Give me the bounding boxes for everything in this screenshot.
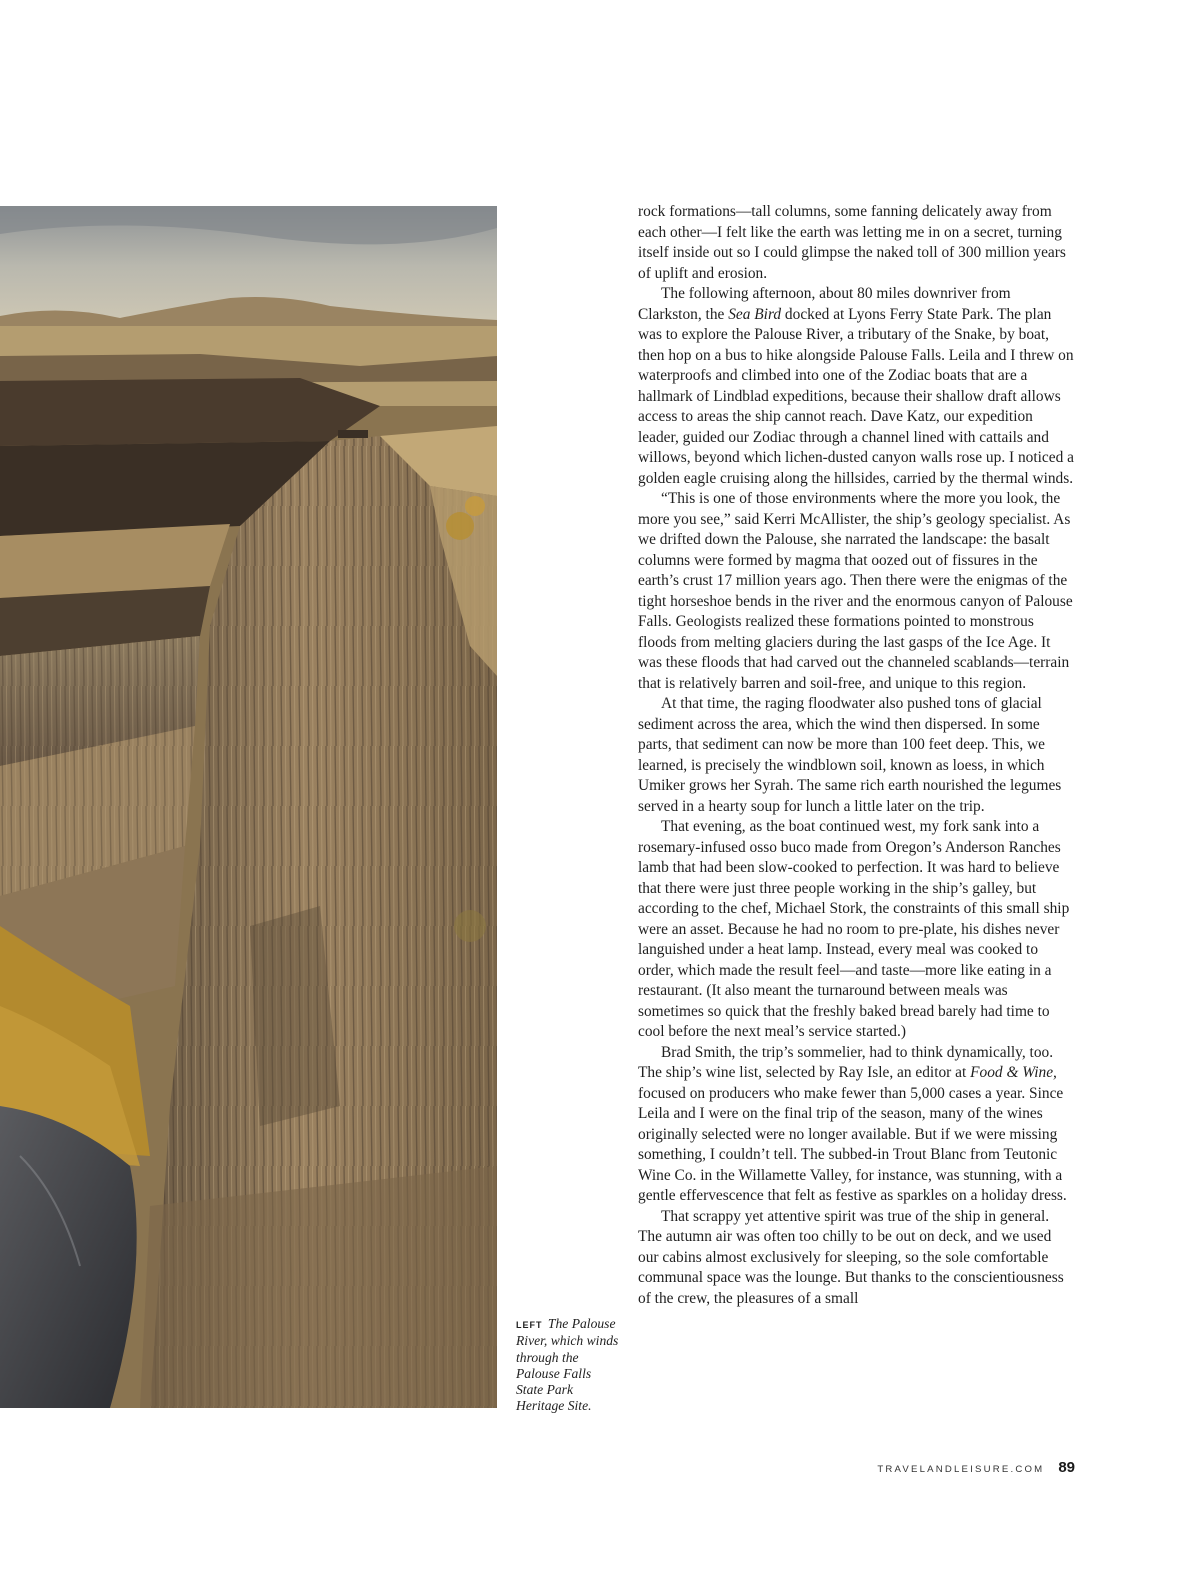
article-paragraph [638,694,1074,817]
paragraph-text: Brad Smith, the trip’s sommelier, had to think dynamically, too. The ship’s wine list, selected by Ray Isle, an editor at [638,1043,1054,1081]
page-footer [877,1459,1075,1476]
article-body [638,202,1074,1309]
article-paragraph [638,202,1074,284]
paragraph-text: focused on producers who make fewer than 5,000 cases a year. Since Leila and I were on the final trip of the season, many of the wines originally selected were no longer available. But if we were missing something, I couldn’t tell. The subbed-in Trout Blanc from Teutonic Wine Co. in the Willamette Valley, for instance, was stunning, with a gentle effervescence that felt as festive as sparkles on a holiday dress. [638,1084,1067,1204]
article-paragraph [638,1207,1074,1310]
paragraph-text: The following afternoon, about 80 miles downriver from Clarkston, the [638,285,1011,323]
article-paragraph [638,1043,1074,1207]
photo-caption [516,1316,620,1415]
paragraph-text: docked at Lyons Ferry State Park. The plan was to explore the Palouse River, a tributary of the Snake, by boat, then hop on a bus to hike alongside Palouse Falls. Leila and I threw on waterproofs and climbed into one of the Zodiac boats that are a hallmark of Lindblad expeditions, because their shallow draft allows access to areas the ship cannot reach. Dave Katz, our expedition leader, guided our Zodiac through a channel lined with cattails and willows, beyond which lichen-dusted canyon walls rose up. I noticed a golden eagle cruising along the hillsides, carried by the thermal winds. [638,305,1074,487]
paragraph-text: rock formations—tall columns, some fanning delicately away from each other—I felt like the earth was letting me in on a secret, turning itself inside out so I could glimpse the naked toll of 300 million years of uplift and erosion. [638,203,1066,282]
footer-site-url: TRAVELANDLEISURE.COM [877,1464,1045,1475]
paragraph-text: That evening, as the boat continued west, my fork sank into a rosemary-infused osso buco made from Oregon’s Anderson Ranches lamb that had been slow-cooked to perfection. It was hard to believe that there were just three people working in the ship’s galley, but according to the chef, Michael Stork, the constraints of this small ship were an asset. Because he had no room to pre-plate, his dishes never languished under a heat lamp. Instead, every meal was cooked to order, which made the result feel—and taste—more like eating in a restaurant. (It also meant the turnaround between meals was sometimes so quick that the freshly baked bread barely had time to cool before the next meal’s service started.) [638,818,1070,1040]
canyon-illustration [0,206,497,1408]
caption-text: The Palouse River, which winds through the Palouse Falls State Park Heritage Site. [516,1316,619,1414]
paragraph-text: That scrappy yet attentive spirit was true of the ship in general. The autumn air was often too chilly to be out on deck, and we used our cabins almost exclusively for sleeping, so the sole comfortable communal space was the lounge. But thanks to the conscientiousness of the crew, the pleasures of a small [638,1207,1064,1307]
page-number: 89 [1058,1459,1075,1476]
caption-label: LEFT [516,1320,543,1330]
article-paragraph [638,817,1074,1043]
paragraph-text: At that time, the raging floodwater also pushed tons of glacial sediment across the area, which the wind then dispersed. In some parts, that sediment can now be more than 100 feet deep. This, we learned, is precisely the windblown soil, known as loess, in which Umiker grows her Syrah. The same rich earth nourished the legumes served in a hearty soup for lunch a little later on the trip. [638,695,1062,815]
italic-title: Food & Wine, [970,1064,1057,1081]
article-paragraph [638,284,1074,489]
article-paragraph [638,489,1074,694]
italic-title: Sea Bird [728,305,782,323]
paragraph-text: “This is one of those environments where the more you look, the more you see,” said Kerri McAllister, the ship’s geology specialist. As we drifted down the Palouse, she narrated the landscape: the basalt columns were formed by magma that oozed out of fissures in the earth’s crust 17 million years ago. Then there were the enigmas of the tight horseshoe bends in the river and the enormous canyon of Palouse Falls. Geologists realized these formations pointed to monstrous floods from melting glaciers during the last gasps of the Ice Age. It was these floods that had carved out the channeled scablands—terrain that is relatively barren and soil-free, and unique to this region. [638,490,1073,692]
canyon-photo [0,206,497,1408]
